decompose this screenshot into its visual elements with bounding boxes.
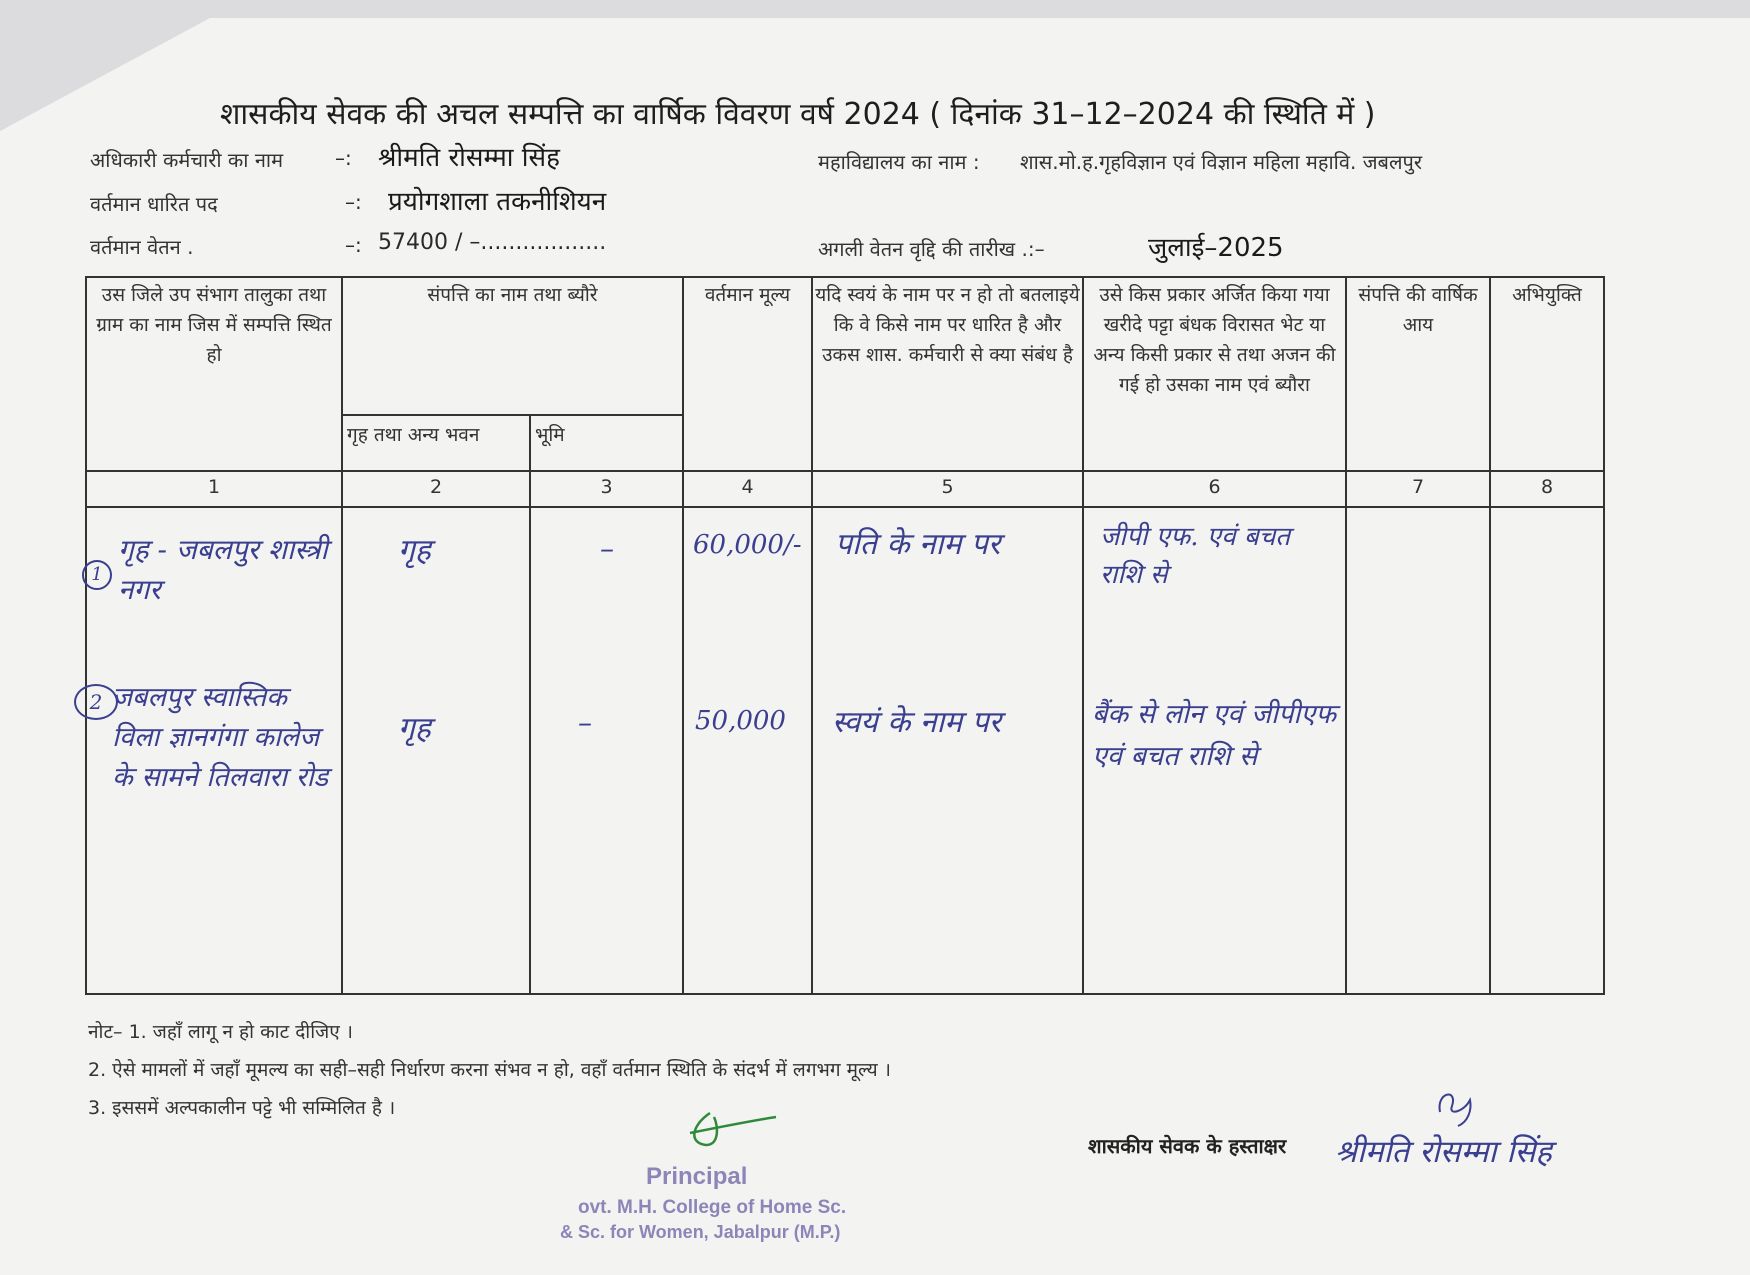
column-number: 7 <box>1346 471 1490 507</box>
stamp-address-line: & Sc. for Women, Jabalpur (M.P.) <box>560 1222 841 1242</box>
college-value: शास.मो.ह.गृहविज्ञान एवं विज्ञान महिला महावि. जबलपुर <box>1020 150 1423 174</box>
employee-name-separator: –: <box>335 146 352 170</box>
row-serial-2: 2 <box>74 684 118 720</box>
header-holder-name: यदि स्वयं के नाम पर न हो तो बतलाइये कि वे किसे नाम पर धारित है और उकस शास. कर्मचारी से क्या संबंध है <box>812 277 1083 471</box>
signature-handwritten: श्रीमति रोसम्मा सिंह <box>1335 1134 1552 1170</box>
header-remarks: अभियुक्ति <box>1490 277 1604 471</box>
row2-value: 50,000 <box>695 706 786 736</box>
column-number: 1 <box>86 471 342 507</box>
column-number: 5 <box>812 471 1083 507</box>
building-cell <box>342 507 530 994</box>
column-number: 8 <box>1490 471 1604 507</box>
row1-building: गृह <box>398 533 431 568</box>
row-serial-1: 1 <box>82 560 112 590</box>
header-location: उस जिले उप संभाग तालुका तथा ग्राम का नाम जिस में सम्पत्ति स्थित हो <box>86 277 342 471</box>
salary-separator: –: <box>345 233 362 257</box>
property-table <box>85 276 1605 995</box>
row1-holder: पति के नाम पर <box>835 527 1001 562</box>
row2-acquired: बैंक से लोन एवं जीपीएफ एवं बचत राशि से <box>1092 699 1337 772</box>
row2-land: – <box>578 706 592 739</box>
post-value: प्रयोगशाला तकनीशियन <box>388 187 607 217</box>
value-cell <box>683 507 812 994</box>
row1-value: 60,000/- <box>693 530 802 560</box>
column-number: 6 <box>1083 471 1346 507</box>
income-cell <box>1346 507 1490 994</box>
remarks-cell <box>1490 507 1604 994</box>
column-number: 3 <box>530 471 683 507</box>
next-increment-label: अगली वेतन वृद्दि की तारीख .:– <box>818 237 1045 261</box>
row1-acquired: जीपी एफ. एवं बचत राशि से <box>1100 522 1291 590</box>
post-label: वर्तमान धारित पद <box>90 192 218 216</box>
salary-label: वर्तमान वेतन . <box>90 235 194 259</box>
note-3: 3. इससमें अल्पकालीन पट्टे भी सम्मिलित है । <box>88 1097 396 1119</box>
header-current-value: वर्तमान मूल्य <box>683 277 812 471</box>
header-building: गृह तथा अन्य भवन <box>342 415 530 471</box>
next-increment-value: जुलाई–2025 <box>1148 233 1284 263</box>
signature-initial-mark <box>1430 1082 1490 1130</box>
stamp-principal: Principal <box>646 1163 748 1190</box>
signature-label: शासकीय सेवक के हस्ताक्षर <box>1088 1134 1287 1158</box>
post-separator: –: <box>345 190 362 214</box>
header-property-details: संपत्ति का नाम तथा ब्यौरे <box>342 277 683 415</box>
row2-holder: स्वयं के नाम पर <box>832 705 1002 740</box>
row1-location: गृह - जबलपुर शास्त्री नगर <box>118 533 328 606</box>
header-acquisition: उसे किस प्रकार अर्जित किया गया खरीदे पट्टा बंधक विरासत भेट या अन्य किसी प्रकार से तथा अजन की गई हो उसका नाम एवं ब्यौरा <box>1083 277 1346 471</box>
column-number: 2 <box>342 471 530 507</box>
employee-name-value: श्रीमति रोसम्मा सिंह <box>378 143 560 173</box>
land-cell <box>530 507 683 994</box>
note-2: 2. ऐसे मामलों में जहाँ मूमल्य का सही–सही निर्धारण करना संभव न हो, वहाँ वर्तमान स्थिति के संदर्भ में लगभग मूल्य । <box>88 1059 891 1081</box>
row2-building: गृह <box>398 711 431 746</box>
stamp-college-line: ovt. M.H. College of Home Sc. <box>578 1197 847 1218</box>
salary-value: 57400 / –.................. <box>378 230 607 255</box>
header-annual-income: संपत्ति की वार्षिक आय <box>1346 277 1490 471</box>
row1-land: – <box>600 532 614 565</box>
row2-location: जबलपुर स्वास्तिक विला ज्ञानगंगा कालेज के सामने तिलवारा रोड <box>112 682 329 793</box>
column-number: 4 <box>683 471 812 507</box>
college-label: महाविद्यालय का नाम : <box>818 150 980 174</box>
holder-cell <box>812 507 1083 994</box>
principal-signature-mark <box>680 1105 780 1155</box>
form-title: शासकीय सेवक की अचल सम्पत्ति का वार्षिक विवरण वर्ष 2024 ( दिनांक 31–12–2024 की स्थिति में ) <box>220 97 1376 132</box>
employee-name-label: अधिकारी कर्मचारी का नाम <box>90 148 284 172</box>
note-1: नोट– 1. जहाँ लागू न हो काट दीजिए । <box>88 1021 353 1043</box>
header-land: भूमि <box>530 415 683 471</box>
